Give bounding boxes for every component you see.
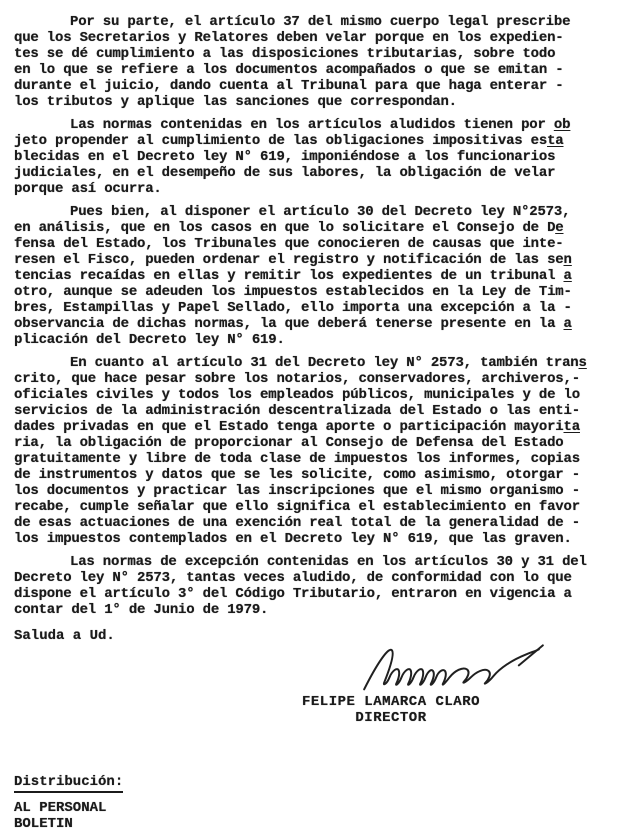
continuation-underline: e [555,220,564,236]
continuation-underline: ta [547,133,564,149]
paragraph [14,14,624,110]
text-line: observancia de dichas normas, la que deberá tenerse presente en la a [14,316,572,332]
continuation-underline: ob [553,117,571,133]
text-line: blecidas en el Decreto ley N° 619, imponiéndose a los funcionarios [14,149,556,165]
text-line: Decreto ley N° 2573, tantas veces aludido, de conformidad con lo que [14,570,572,586]
text-line: otro, aunque se adeuden los impuestos establecidos en la Ley de Tim- [14,284,572,300]
signatory-name: FELIPE LAMARCA CLARO [301,694,481,710]
signatory-title: DIRECTOR [355,710,427,726]
distribution-item: AL PERSONAL [14,800,107,816]
text-line: en lo que se refiere a los documentos acompañados o que se emitan - [14,62,564,78]
continuation-underline: a [563,268,572,284]
continuation-underline: ta [563,419,580,435]
paragraph [14,117,624,197]
continuation-underline: n [563,252,572,268]
text-line: de esas actuaciones de una exención real total de la generalidad de - [14,515,580,531]
handwritten-signature-icon [321,644,586,694]
text-line: tencias recaídas en ellas y remitir los expedientes de un tribunal a [14,268,572,284]
text-line: Las normas contenidas en los artículos aludidos tienen por ob [70,117,571,133]
text-line: los documentos y practicar las inscripciones que el mismo organismo - [14,483,580,499]
text-line: contar del 1° de Junio de 1979. [14,602,269,618]
text-line: dispone el artículo 3° del Código Tributario, entraron en vigencia a [14,586,572,602]
text-line: En cuanto al artículo 31 del Decreto ley N° 2573, también trans [70,355,587,371]
text-line: porque así ocurra. [14,181,162,197]
text-line: durante el juicio, dando cuenta al Tribunal para que haga enterar - [14,78,564,94]
document-body [14,14,624,618]
text-line: gratuitamente y libre de toda clase de impuestos los informes, copias [14,451,580,467]
continuation-underline: a [563,316,572,332]
text-line: fensa del Estado, los Tribunales que conocieren de causas que inte- [14,236,564,252]
text-line: judiciales, en el desempeño de sus labores, la obligación de velar [14,165,556,181]
text-line: tes se dé cumplimiento a las disposiciones tributarias, sobre todo [14,46,556,62]
text-line: oficiales civiles y todos los empleados públicos, municipales y de lo [14,387,580,403]
text-line: dades privadas en que el Estado tenga aporte o participación mayorita [14,419,580,435]
text-line: recabe, cumple señalar que ello significa el establecimiento en favor [14,499,580,515]
closing-salutation: Saluda a Ud. [14,628,115,644]
continuation-underline: s [578,355,587,371]
distribution-section [14,774,624,832]
paragraph [14,355,624,547]
text-line: bres, Estampillas y Papel Sellado, ello importa una excepción a la - [14,300,572,316]
distribution-heading: Distribución: [14,774,123,793]
paragraph [14,554,624,618]
text-line: Las normas de excepción contenidas en los artículos 30 y 31 del [70,554,587,570]
paragraph [14,204,624,348]
text-line: Por su parte, el artículo 37 del mismo cuerpo legal prescribe [70,14,571,30]
text-line: resen el Fisco, pueden ordenar el registro y notificación de las sen [14,252,572,268]
text-line: jeto propender al cumplimiento de las obligaciones impositivas esta [14,133,564,149]
signature-block [266,644,516,726]
text-line: plicación del Decreto ley N° 619. [14,332,285,348]
text-line: en análisis, que en los casos en que lo solicitare el Consejo de De [14,220,564,236]
text-line: los tributos y aplique las sanciones que correspondan. [14,94,457,110]
text-line: ria, la obligación de proporcionar al Consejo de Defensa del Estado [14,435,564,451]
text-line: crito, que hace pesar sobre los notarios, conservadores, archiveros,- [14,371,580,387]
text-line: los impuestos contemplados en el Decreto ley N° 619, que las graven. [14,531,572,547]
text-line: Pues bien, al disponer el artículo 30 del Decreto ley N°2573, [70,204,571,220]
text-line: servicios de la administración descentralizada del Estado o las enti- [14,403,580,419]
text-line: de instrumentos y datos que se les solicite, como asimismo, otorgar - [14,467,580,483]
distribution-item: BOLETIN [14,816,73,832]
text-line: que los Secretarios y Relatores deben velar porque en los expedien- [14,30,564,46]
